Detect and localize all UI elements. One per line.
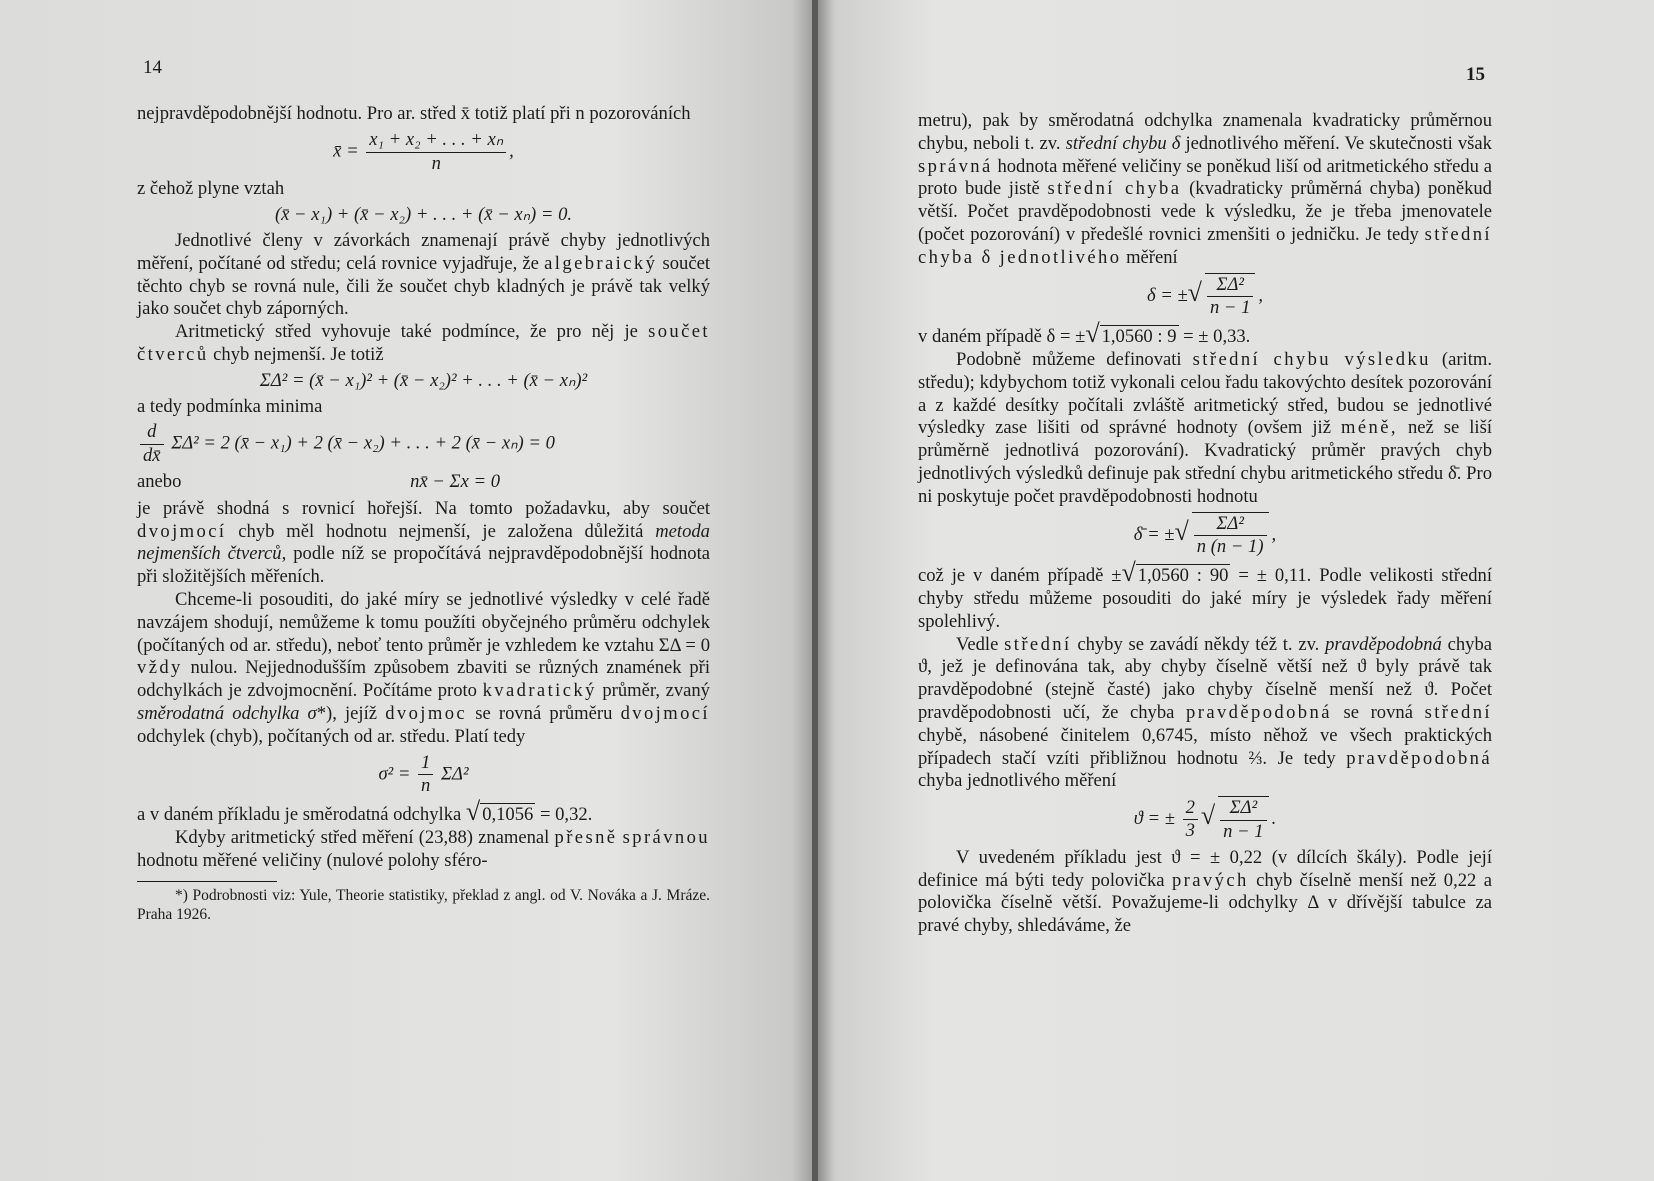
paragraph — [137, 589, 710, 749]
fraction — [1183, 797, 1198, 844]
spaced-text: střední chyba δ jednotlivého — [918, 223, 1492, 268]
right-text-column — [918, 110, 1492, 938]
text: chyb měl hodnotu nejmenší, je založena důležitá — [238, 520, 644, 542]
eq-rhs: ΣΔ² — [441, 763, 469, 785]
text: Kdyby aritmetický střed měření (23,88) znamenal — [175, 826, 550, 848]
text: *), jejíž — [316, 702, 378, 724]
text: chyb nejmenší. Je totiž — [213, 343, 384, 365]
text: je právě shodná s rovnicí hořejší. Na tomto požadavku, aby součet — [137, 497, 710, 519]
text: nulou. Nejjednodušším způsobem zbaviti se různých znamének při odchylkách je zdvojmocnění. Počítáme proto — [137, 657, 710, 702]
spaced-text: střední — [1004, 633, 1072, 655]
sqrt-icon: √ — [1174, 516, 1189, 546]
eq-lhs: x̄ = — [333, 140, 359, 162]
sqrt-icon: √ — [465, 797, 481, 827]
spaced-text: algebraický — [544, 252, 658, 274]
spaced-text: střední chybu výsledku — [1192, 348, 1431, 370]
fraction — [140, 421, 164, 468]
eq-lhs: δ = ± — [1146, 284, 1188, 306]
eq-lhs: ϑ = ± — [1133, 808, 1175, 830]
text: Podobně můžeme definovati — [956, 348, 1182, 370]
numerator: ΣΔ² — [1207, 274, 1253, 298]
left-page — [0, 0, 816, 1181]
text: chyby se zavádí někdy též t. zv. — [1077, 633, 1320, 655]
eq-tail: . — [1271, 808, 1277, 830]
footnote: *) Podrobnosti viz: Yule, Theorie statistiky, překlad z angl. od V. Nováka a J. Mráze. Praha 1926. — [137, 886, 710, 923]
eq-lhs: δ̄ = ± — [1133, 523, 1175, 545]
text: (kvadraticky průměrná chyba) poněkud větší. Počet pravděpodobnosti vede k výsledku, že je třeba jmenovatele (počet pozorování) v předešlé rovnici zmenšiti o jedničku. Je tedy — [918, 178, 1492, 245]
text: (aritm. středu); kdybychom totiž vykonali celou řadu takovýchto desítek pozorování a z každé desítky počítali zvláště aritmetický střed, budou se jednotlivé výsledky zase lišiti od správné hodnoty (ovšem již — [918, 348, 1492, 439]
spaced-text: přesně — [554, 826, 618, 848]
paragraph — [137, 827, 710, 873]
italic-text: střední chybu δ — [1065, 132, 1181, 154]
paragraph — [918, 558, 1493, 633]
page-number-left: 14 — [143, 57, 162, 78]
text: což je v daném případě ± — [918, 565, 1122, 587]
equation-sum-deviations: (x̄ − x₁) + (x̄ − x₂) + . . . + (x̄ − xₙ) = 0. — [274, 204, 573, 226]
right-page — [818, 0, 1654, 1181]
numerator: d — [140, 421, 164, 445]
paragraph — [137, 498, 710, 589]
paragraph — [137, 230, 710, 321]
text: = 0,32. — [539, 804, 593, 826]
denominator: 3 — [1185, 820, 1195, 842]
text: odchylek (chyb), počítaných od ar. středu. Platí tedy — [137, 725, 526, 747]
equation-sum-squares: ΣΔ² = (x̄ − x₁)² + (x̄ − x₂)² + . . . + (x̄ − xₙ)² — [259, 369, 588, 391]
text: hodnota měřené veličiny se poněkud liší od aritmetického středu a proto bude jistě — [918, 155, 1492, 200]
sqrt-icon: √ — [1187, 277, 1202, 307]
text: chyba jednotlivého měření — [918, 770, 1117, 792]
sqrt-icon: √ — [1085, 319, 1100, 349]
italic-text: metoda nejmenších čtverců, — [137, 520, 710, 565]
spaced-text: správnou — [622, 826, 710, 848]
spaced-text: střední — [1424, 701, 1492, 723]
eq-tail: , — [509, 140, 514, 162]
eq-lhs: σ² = — [378, 763, 411, 785]
italic-text: pravděpodobná — [1325, 633, 1442, 655]
italic-text: směrodatná odchylka σ — [137, 702, 317, 724]
text-line: nejpravděpodobnější hodnotu. Pro ar. střed x̄ totiž platí při n pozorováních — [137, 103, 691, 124]
text: metru), pak by směrodatná odchylka znamenala kvadraticky průměrnou chybu, neboli t. zv. — [918, 110, 1492, 154]
text-line: a tedy podmínka minima — [137, 395, 323, 417]
paragraph — [918, 847, 1492, 938]
fraction — [418, 752, 433, 799]
text: průměr, zvaný — [602, 680, 710, 702]
spaced-text: méně, — [1341, 417, 1398, 439]
equation-normal: nx̄ − Σx = 0 — [410, 470, 500, 492]
text: = ± 0,11. Podle velikosti střední chyby středu můžeme posouditi do jaké míry je výsledek řady měření spolehlivý. — [918, 565, 1493, 632]
spaced-text: dvojmocí — [137, 520, 227, 542]
spaced-text: střední chyba — [1047, 178, 1182, 200]
page-number-right: 15 — [1466, 64, 1485, 85]
text: jednotlivého měření. Ve skutečnosti však — [1185, 132, 1492, 154]
denominator: n — [431, 152, 441, 174]
text-line: z čehož plyne vztah — [137, 178, 285, 200]
text: součet těchto chyb se rovná nule, čili že součet chyb kladných je právě tak velký jako součet chyb záporných. — [137, 252, 711, 320]
text: chyba ϑ, jež je definována tak, aby chyby číselně větší než ϑ byly právě tak pravděpodobné (stejně časté) jako chyby číselně menší než ϑ. Počet pravděpodobnosti učí, že chyba — [918, 633, 1492, 723]
radicand: 1,0560 : 9 — [1101, 326, 1177, 348]
text: Aritmetický střed vyhovuje také podmínce, že pro něj je — [175, 321, 638, 343]
denominator: n (n − 1) — [1196, 536, 1264, 558]
text: se rovná — [1343, 701, 1413, 723]
equation-derivative — [137, 421, 710, 468]
text-line — [918, 319, 1492, 349]
text: se rovná průměru — [475, 702, 613, 724]
text: měření — [1126, 246, 1178, 268]
text: Chceme-li posouditi, do jaké míry se jednotlivé výsledky v celé řadě navzájem shodují, nemůžeme k tomu použíti obyčejného průměru odchylek (počítaných od ar. středu), neboť tento průměr je vzhledem ke vztahu ΣΔ = 0 — [137, 588, 710, 656]
numerator: ΣΔ² — [1220, 797, 1266, 821]
equation-row — [137, 471, 710, 494]
footnote-rule — [137, 881, 277, 882]
equation-theta — [918, 796, 1492, 844]
fraction — [1205, 273, 1255, 321]
denominator: n — [421, 775, 431, 797]
eq-rest: ΣΔ² = 2 (x̄ − x₁) + 2 (x̄ − x₂) + . . . + 2 (x̄ − xₙ) = 0 — [171, 432, 555, 454]
denominator: n − 1 — [1209, 297, 1251, 319]
denominator: dx̄ — [143, 445, 161, 467]
spaced-text: správná — [918, 155, 993, 177]
spaced-text: pravděpodobná — [1346, 747, 1493, 769]
equation-sigma — [137, 752, 710, 799]
spaced-text: pravděpodobná — [1186, 701, 1332, 723]
paragraph — [137, 321, 710, 367]
equation-delta-bar — [918, 512, 1492, 560]
text: chyb číselně menší než 0,22 a polovička číselně větší. Považujeme-li odchylky Δ v dřívější tabulce za pravé chyby, shledáváme, že — [918, 869, 1492, 937]
left-text-column — [137, 103, 710, 924]
eq-tail: , — [1271, 523, 1277, 545]
radicand: 1,0560 : 90 — [1137, 565, 1229, 587]
text: chybě, násobené činitelem 0,6745, místo něhož ve všech praktických případech stačí vzíti přibližnou hodnotu ⅔. Je tedy — [918, 724, 1492, 769]
numerator: 2 — [1183, 797, 1198, 821]
denominator: n − 1 — [1223, 820, 1264, 842]
spaced-text: pravých — [1171, 869, 1249, 891]
fraction — [1192, 512, 1269, 560]
text: a v daném příkladu je směrodatná odchylka — [137, 804, 462, 826]
numerator: 1 — [418, 752, 433, 776]
spaced-text: součet čtverců — [137, 321, 710, 365]
eq-tail: , — [1258, 284, 1264, 306]
spaced-text: kvadratický — [482, 680, 597, 702]
paragraph — [918, 349, 1492, 509]
text: Jednotlivé členy v závorkách znamenají právě chyby jednotlivých měření, počítané od středu; celá rovnice vyjadřuje, že — [137, 229, 710, 274]
equation-mean — [137, 129, 710, 176]
text-line — [137, 797, 710, 827]
text: anebo — [137, 470, 182, 492]
spaced-text: dvojmoc — [385, 702, 468, 724]
paragraph — [918, 110, 1492, 270]
sqrt-icon: √ — [1121, 558, 1136, 588]
text: v daném případě δ = ± — [918, 326, 1086, 348]
fraction — [366, 129, 506, 176]
paragraph — [918, 634, 1492, 794]
radicand: 0,1056 — [482, 804, 534, 826]
numerator: ΣΔ² — [1194, 513, 1267, 537]
text: hodnotu měřené veličiny (nulové polohy sféro- — [137, 849, 488, 871]
spaced-text: vždy — [137, 657, 183, 679]
sqrt-icon: √ — [1200, 801, 1216, 831]
spaced-text: dvojmocí — [620, 702, 710, 724]
text: V uvedeném příkladu jest ϑ = ± 0,22 (v dílcích škály). Podle její definice má býti tedy polovička — [918, 846, 1492, 891]
equation-delta — [918, 273, 1492, 321]
text: Vedle — [956, 633, 999, 655]
numerator: x₁ + x₂ + . . . + xₙ — [366, 129, 506, 153]
fraction — [1218, 796, 1268, 844]
text: než se liší průměrně jednotlivá pozorování). Kvadratický průměr pravých chyb jednotlivých výsledků definuje pak střední chybu aritmetického středu δ̄. Pro ni poskytuje počet pravděpodobnosti hodnotu — [918, 417, 1492, 507]
text: = ± 0,33. — [1183, 326, 1251, 348]
text: podle níž se propočítává nejpravděpodobnější hodnota při složitějších měřeních. — [137, 543, 711, 588]
